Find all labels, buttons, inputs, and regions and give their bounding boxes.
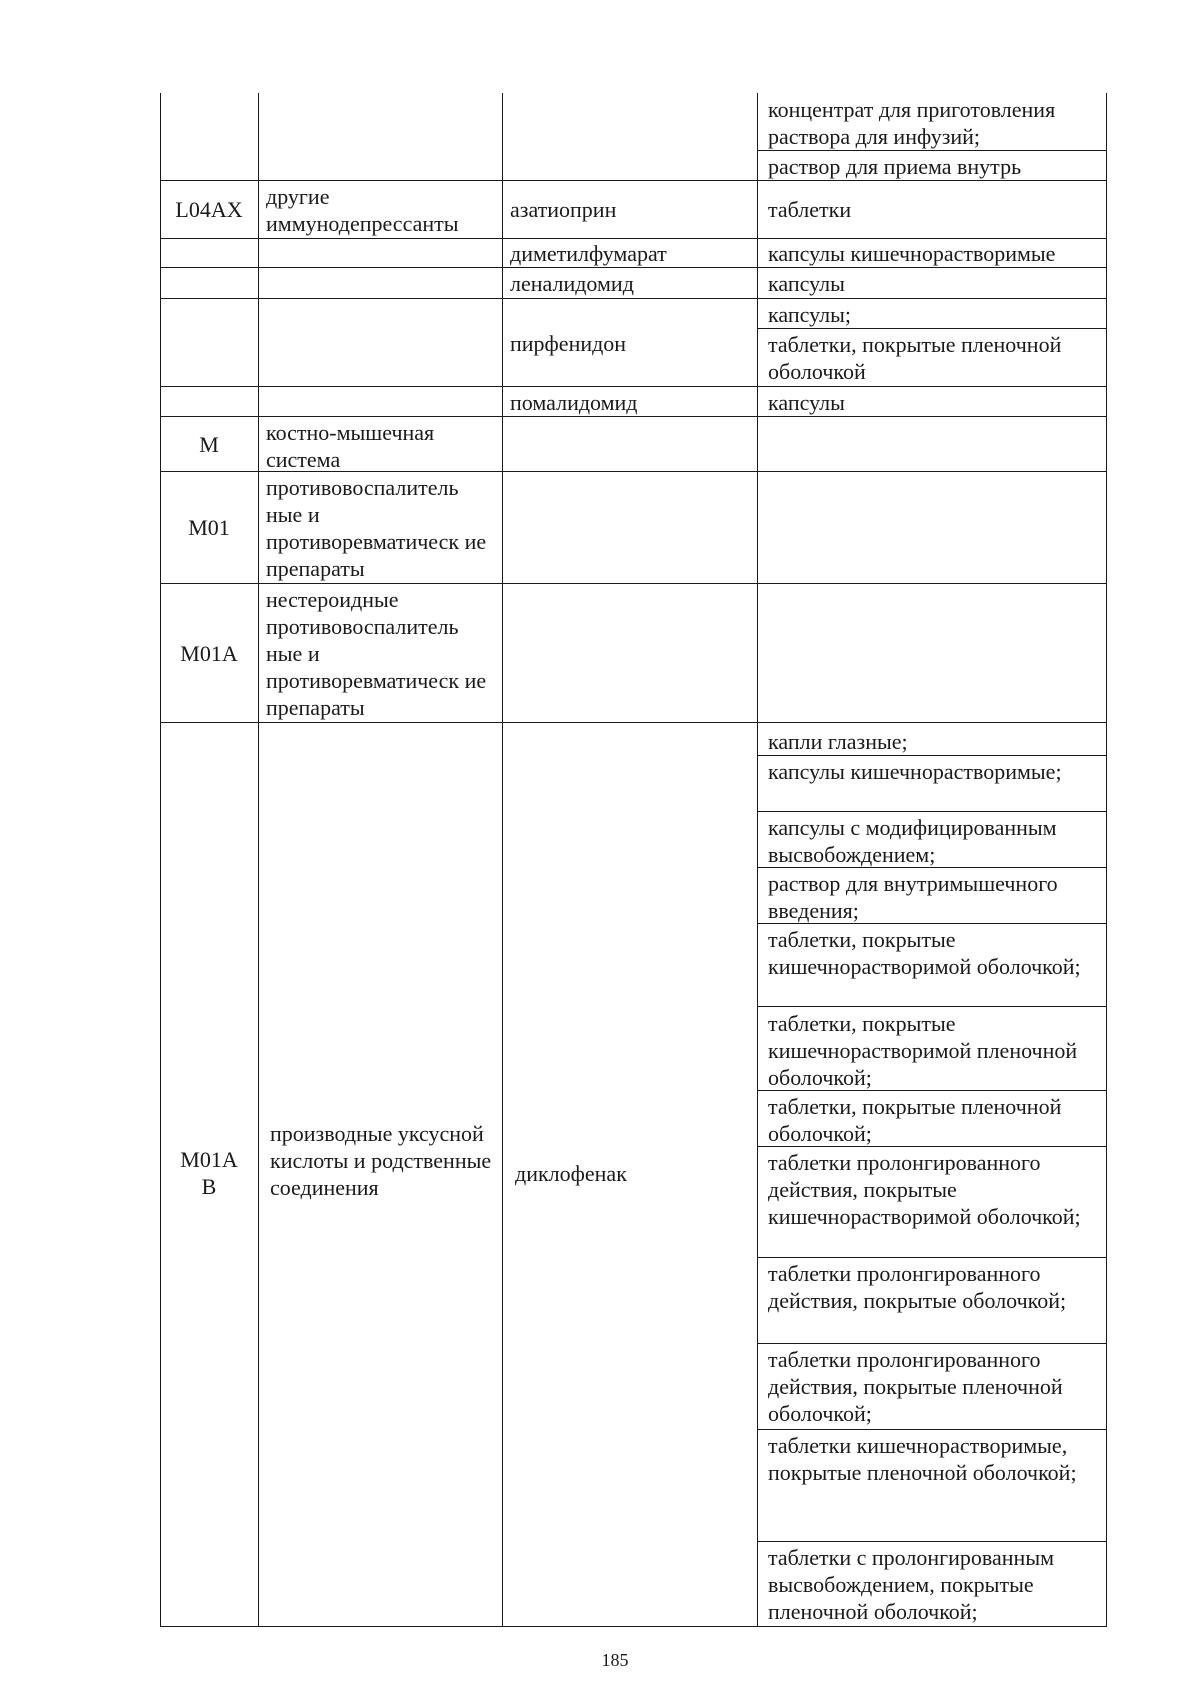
group-name: нестероидные противовоспалитель ные и противоревматическ ие препараты [266, 587, 487, 720]
atc-code: M [199, 432, 219, 457]
dosage-form: таблетки, покрытые кишечнорастворимой пленочной оболочкой; [768, 1011, 1078, 1090]
dosage-form: раствор для приема внутрь [768, 154, 1022, 179]
group-name: другие иммунодепрессанты [266, 184, 459, 236]
dosage-form: таблетки с пролонгированным высвобождением, покрытые пленочной оболочкой; [768, 1545, 1055, 1624]
dosage-form: таблетки пролонгированного действия, покрытые кишечнорастворимой оболочкой; [768, 1150, 1081, 1229]
sub-border [757, 755, 1107, 756]
drug-name: пирфенидон [510, 331, 627, 356]
row-border [160, 386, 1107, 387]
row-border [160, 722, 1107, 723]
dosage-form: капли глазные; [768, 729, 908, 754]
sub-border [757, 1006, 1107, 1007]
row-border [160, 416, 1107, 417]
row-border [160, 298, 1107, 299]
atc-code: M01A B [180, 1147, 238, 1199]
sub-border [757, 811, 1107, 812]
row-border [160, 238, 1107, 239]
dosage-form: капсулы [768, 271, 845, 296]
group-name: костно-мышечная система [266, 420, 435, 472]
dosage-form: таблетки, покрытые пленочной оболочкой; [768, 1094, 1062, 1146]
dosage-form: таблетки кишечнорастворимые, покрытые пленочной оболочкой; [768, 1433, 1077, 1485]
atc-code: L04AX [175, 197, 243, 222]
sub-border [757, 150, 1107, 151]
page-number: 185 [601, 1650, 629, 1670]
sub-border [757, 1429, 1107, 1430]
dosage-form: концентрат для приготовления раствора для инфузий; [768, 97, 1056, 149]
dosage-form: капсулы кишечнорастворимые; [768, 759, 1062, 784]
atc-code: M01A [180, 641, 238, 666]
dosage-form: таблетки, покрытые пленочной оболочкой [768, 332, 1062, 384]
dosage-form: таблетки, покрытые кишечнорастворимой оболочкой; [768, 927, 1081, 979]
dosage-form: таблетки пролонгированного действия, покрытые оболочкой; [768, 1261, 1067, 1313]
sub-border [757, 1541, 1107, 1542]
drug-name: леналидомид [510, 271, 634, 296]
dosage-form: таблетки [768, 197, 852, 222]
sub-border [757, 328, 1107, 329]
table-bottom-border [160, 1626, 1107, 1627]
drug-name: диклофенак [515, 1161, 627, 1186]
row-border [160, 180, 1107, 181]
sub-border [757, 1343, 1107, 1344]
col-border-drug [757, 93, 758, 1627]
group-name: противовоспалитель ные и противоревматическ ие препараты [266, 475, 487, 581]
col-border-code [258, 93, 259, 1627]
dosage-form: капсулы кишечнорастворимые [768, 241, 1056, 266]
row-border [160, 583, 1107, 584]
drug-name: азатиоприн [510, 197, 617, 222]
dosage-form: раствор для внутримышечного введения; [768, 871, 1058, 923]
atc-code: M01 [188, 515, 230, 540]
drug-name: диметилфумарат [510, 241, 667, 266]
col-border-left [160, 93, 161, 1627]
dosage-form: таблетки пролонгированного действия, покрытые пленочной оболочкой; [768, 1347, 1063, 1426]
drug-name: помалидомид [510, 390, 638, 415]
dosage-form: капсулы; [768, 302, 851, 327]
sub-border [757, 1257, 1107, 1258]
dosage-form: капсулы [768, 390, 845, 415]
col-border-group [502, 93, 503, 1627]
row-border [160, 267, 1107, 268]
group-name: производные уксусной кислоты и родственные соединения [270, 1121, 492, 1200]
dosage-form: капсулы с модифицированным высвобождением; [768, 815, 1057, 867]
